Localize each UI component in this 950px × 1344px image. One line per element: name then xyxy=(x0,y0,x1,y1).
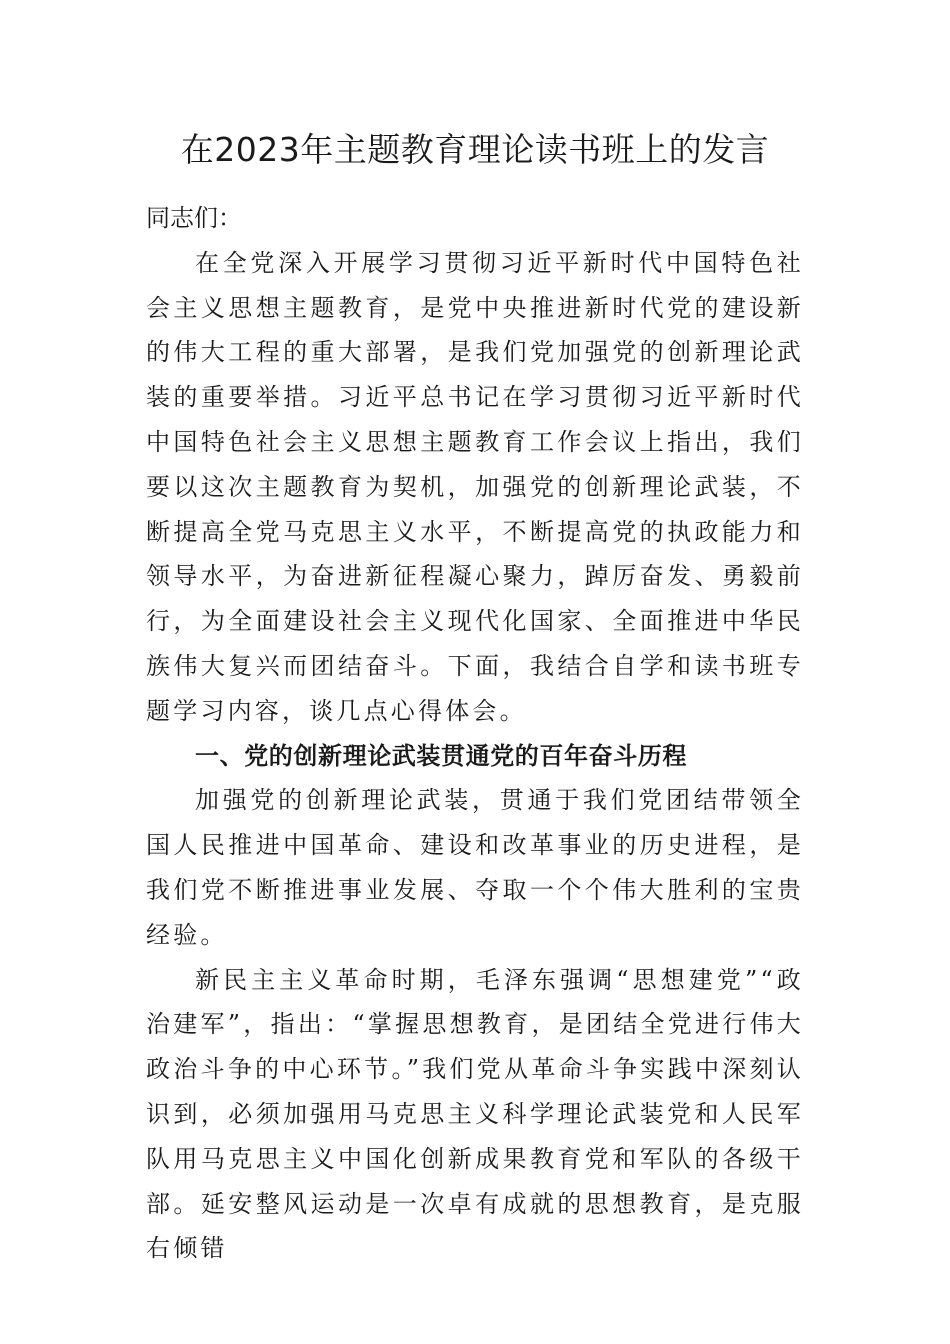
document-body xyxy=(146,196,804,1271)
section-heading: 一、党的创新理论武装贯通党的百年奋斗历程 xyxy=(195,741,687,770)
salutation: 同志们： xyxy=(146,204,242,232)
intro-paragraph: 在全党深入开展学习贯彻习近平新时代中国特色社会主义思想主题教育，是党中央推进新时代党的建设新的伟大工程的重大部署，是我们党加强党的创新理论武装的重要举措。习近平总书记在学习贯彻习近平新时代中国特色社会主义思想主题教育工作会议上指出，我们要以这次主题教育为契机，加强党的创新理论武装，不断提高全党马克思主义水平，不断提高党的执政能力和领导水平，为奋进新征程凝心聚力，踔厉奋发、勇毅前行，为全面建设社会主义现代化国家、全面推进中华民族伟大复兴而团结奋斗。下面，我结合自学和读书班专题学习内容，谈几点心得体会。 xyxy=(146,248,804,725)
section-paragraph-2: 新民主主义革命时期，毛泽东强调“思想建党”“政治建军”，指出：“掌握思想教育，是团结全党进行伟大政治斗争的中心环节。”我们党从革命斗争实践中深刻认识到，必须加强用马克思主义科学理论武装党和人民军队用马克思主义中国化创新成果教育党和军队的各级干部。延安整风运动是一次卓有成就的思想教育，是克服右倾错 xyxy=(146,965,804,1263)
section-paragraph-1: 加强党的创新理论武装，贯通于我们党团结带领全国人民推进中国革命、建设和改革事业的历史进程，是我们党不断推进事业发展、夺取一个个伟大胜利的宝贵经验。 xyxy=(146,786,804,949)
document-title: 在2023年主题教育理论读书班上的发言 xyxy=(180,130,770,169)
